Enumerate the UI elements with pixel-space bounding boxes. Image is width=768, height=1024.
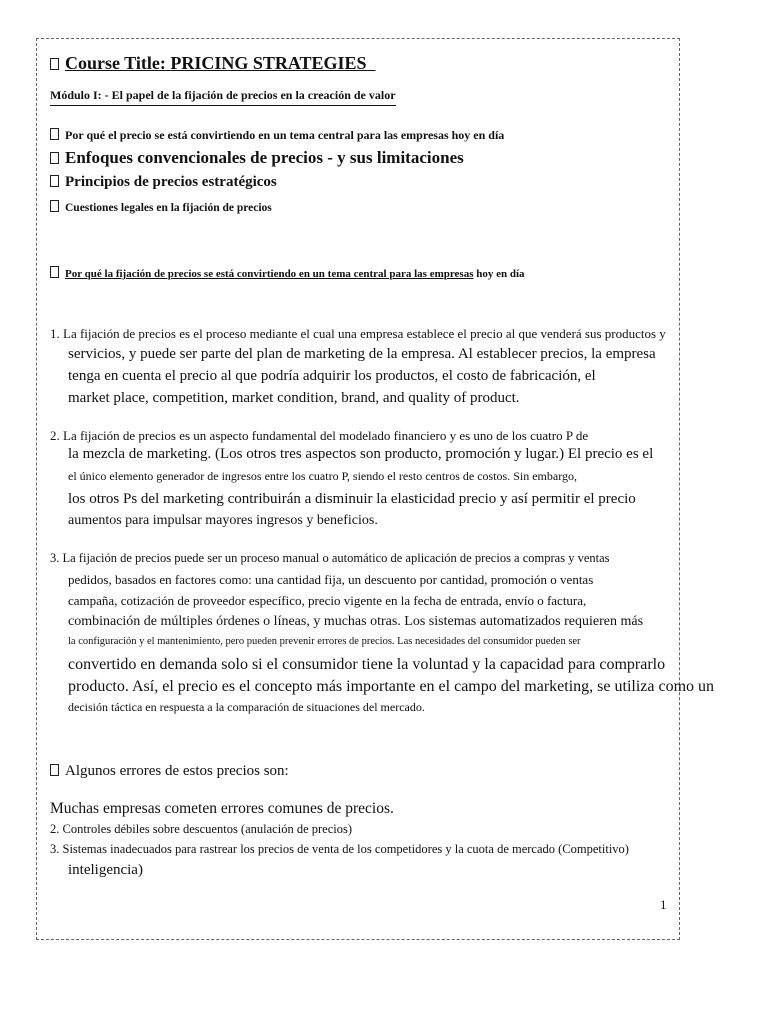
checkbox-icon	[50, 175, 59, 187]
paragraph-line: combinación de múltiples órdenes o líneas, y muchas otras. Los sistemas automatizados requieren más	[68, 614, 644, 629]
page-number: 1	[660, 897, 667, 912]
paragraph-line: la configuración y el mantenimiento, pero pueden prevenir errores de precios. Las necesidades del consumidor pueden ser	[68, 636, 581, 647]
errors-heading: Algunos errores de estos precios son:	[50, 763, 289, 780]
paragraph-line: pedidos, basados en factores como: una cantidad fija, un descuento por cantidad, promoción o ventas	[68, 572, 594, 587]
paragraph-line: el único elemento generador de ingresos entre los cuatro P, siendo el resto centros de costos. Sin embargo,	[68, 469, 577, 483]
bullet-item: Principios de precios estratégicos	[50, 174, 277, 191]
module-heading: Módulo I: - El papel de la fijación de precios en la creación de valor	[50, 88, 396, 106]
paragraph-line: 1. La fijación de precios es el proceso mediante el cual una empresa establece el precio al que venderá sus productos y	[50, 326, 666, 341]
paragraph-line: servicios, y puede ser parte del plan de marketing de la empresa. Al establecer precios, la empresa	[68, 346, 656, 362]
paragraph-line: 2. La fijación de precios es un aspecto fundamental del modelado financiero y es uno de los cuatro P de	[50, 428, 589, 443]
paragraph-line: 3. La fijación de precios puede ser un proceso manual o automático de aplicación de precios a compras y ventas	[50, 551, 610, 565]
bullet-item: Por qué el precio se está convirtiendo en un tema central para las empresas hoy en día	[50, 128, 504, 143]
paragraph-line: tenga en cuenta el precio al que podría adquirir los productos, el costo de fabricación, el	[68, 368, 596, 384]
paragraph-line: producto. Así, el precio es el concepto más importante en el campo del marketing, se utiliza como un	[68, 678, 715, 695]
error-line: 3. Sistemas inadecuados para rastrear los precios de venta de los competidores y la cuota de mercado (Competitivo)	[50, 842, 629, 856]
checkbox-icon	[50, 200, 59, 212]
checkbox-icon	[50, 764, 59, 776]
checkbox-icon	[50, 266, 59, 278]
checkbox-icon	[50, 58, 59, 70]
error-line: Muchas empresas cometen errores comunes de precios.	[50, 800, 394, 817]
paragraph-line: market place, competition, market condition, brand, and quality of product.	[68, 390, 520, 406]
course-title: Course Title: PRICING STRATEGIES	[50, 53, 376, 74]
checkbox-icon	[50, 152, 59, 164]
error-line: inteligencia)	[68, 862, 143, 878]
bullet-item: Cuestiones legales en la fijación de precios	[50, 200, 272, 214]
paragraph-line: aumentos para impulsar mayores ingresos y beneficios.	[68, 513, 378, 528]
paragraph-line: los otros Ps del marketing contribuirán a disminuir la elasticidad precio y así permitir el precio	[68, 491, 636, 507]
error-line: 2. Controles débiles sobre descuentos (anulación de precios)	[50, 822, 352, 836]
section-subheading: Por qué la fijación de precios se está convirtiendo en un tema central para las empresas hoy en día	[50, 266, 525, 280]
checkbox-icon	[50, 128, 59, 140]
paragraph-line: campaña, cotización de proveedor específico, precio vigente en la fecha de entrada, envío o factura,	[68, 593, 587, 608]
paragraph-line: convertido en demanda solo si el consumidor tiene la voluntad y la capacidad para comprarlo	[68, 656, 666, 673]
paragraph-line: la mezcla de marketing. (Los otros tres aspectos son producto, promoción y lugar.) El precio es el	[68, 446, 654, 462]
paragraph-line: decisión táctica en respuesta a la comparación de situaciones del mercado.	[68, 700, 425, 714]
bullet-item: Enfoques convencionales de precios - y sus limitaciones	[50, 148, 464, 168]
